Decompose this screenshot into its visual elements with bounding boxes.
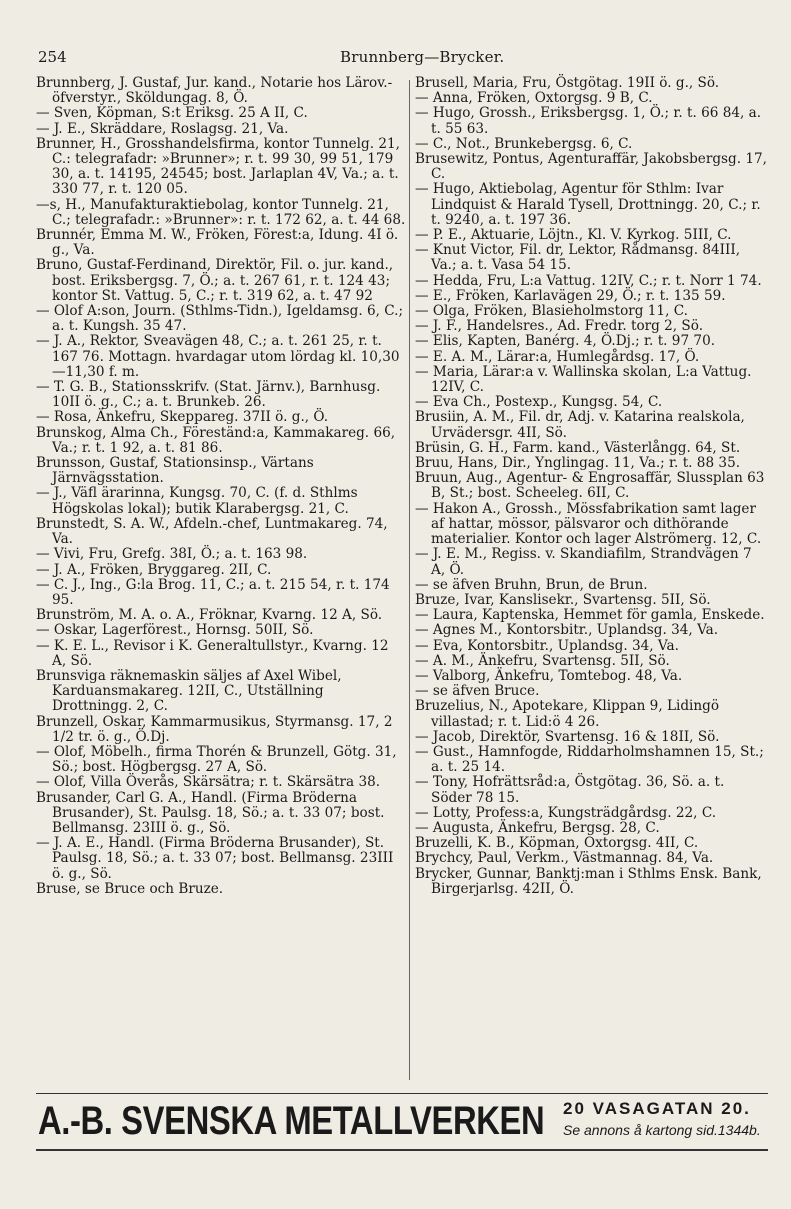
directory-entry: Bruzelli, K. B., Köpman, Oxtorgsg. 4II, C. bbox=[415, 835, 699, 852]
directory-entry: Bruu, Hans, Dir., Ynglingag. 11, Va.; r. t. 88 35. bbox=[415, 455, 741, 472]
ad-bottom-rule bbox=[36, 1149, 768, 1151]
directory-entry: Brunström, M. A. o. A., Fröknar, Kvarng. 12 A, Sö. bbox=[36, 607, 383, 624]
directory-entry: — Rosa, Änkefru, Skeppareg. 37II ö. g., Ö. bbox=[36, 409, 329, 426]
directory-entry: Bruse, se Bruce och Bruze. bbox=[36, 880, 224, 897]
directory-entry: Brusander, Carl G. A., Handl. (Firma Bröderna Brusander), St. Paulsg. 18, Sö.; a. t. 33 07; bost. Bellmansg. 23III ö. g., Sö. bbox=[36, 789, 389, 836]
directory-entry: Bruun, Aug., Agentur- & Engrosaffär, Slussplan 63 B, St.; bost. Scheeleg. 6II, C. bbox=[415, 470, 769, 502]
directory-entry: — J. E., Skräddare, Roslagsg. 21, Va. bbox=[36, 120, 289, 137]
directory-entry: Bruzelius, N., Apotekare, Klippan 9, Lidingö villastad; r. t. Lid:ö 4 26. bbox=[415, 698, 724, 730]
directory-entry: Brusiin, A. M., Fil. dr, Adj. v. Katarina realskola, Urvädersgr. 4II, Sö. bbox=[415, 409, 750, 441]
directory-entry: —s, H., Manufakturaktiebolag, kontor Tunnelg. 21, C.; telegrafadr.: »Brunner»: r. t. 172 62, a. t. 44 68. bbox=[36, 196, 406, 228]
directory-entry: — E., Fröken, Karlavägen 29, Ö.; r. t. 135 59. bbox=[415, 287, 726, 304]
directory-entry: — Jacob, Direktör, Svartensg. 16 & 18II, Sö. bbox=[415, 728, 720, 745]
directory-entry: — J., Väfl ärarinna, Kungsg. 70, C. (f. d. Sthlms Högskolas lokal); butik Klarabergsg. 21, C. bbox=[36, 485, 362, 517]
directory-entry: — Valborg, Änkefru, Tomtebog. 48, Va. bbox=[415, 667, 683, 684]
directory-entry: — Hedda, Fru, L:a Vattug. 12IV, C.; r. t. Norr 1 74. bbox=[415, 272, 762, 289]
directory-entry: — Augusta, Änkefru, Bergsg. 28, C. bbox=[415, 819, 660, 836]
ad-note: Se annons å kartong sid.1344b. bbox=[563, 1122, 761, 1138]
directory-entry: — Olof, Villa Överås, Skärsätra; r. t. Skärsätra 38. bbox=[36, 774, 381, 791]
page-number: 254 bbox=[38, 48, 67, 66]
directory-entry: Brunsviga räknemaskin säljes af Axel Wibel, Karduansmakareg. 12II, C., Utställning Drottningg. 2, C. bbox=[36, 667, 346, 715]
directory-entry: — Elis, Kapten, Banérg. 4, Ö.Dj.; r. t. 97 70. bbox=[415, 333, 716, 350]
directory-entry: — Lotty, Profess:a, Kungsträdgårdsg. 22, C. bbox=[415, 804, 717, 821]
directory-entry: Brunskog, Alma Ch., Föreständ:a, Kammakareg. 66, Va.; r. t. 1 92, a. t. 81 86. bbox=[36, 424, 400, 456]
ad-top-rule bbox=[36, 1093, 768, 1094]
directory-entry: — se äfven Bruce. bbox=[415, 683, 540, 700]
directory-entry: — J. A., Fröken, Bryggareg. 2II, C. bbox=[36, 561, 272, 578]
directory-entry: Brunner, H., Grosshandelsfirma, kontor Tunnelg. 21, C.: telegrafadr: »Brunner»; r. t. 99 30, 99 51, 179 30, a. t. 14195, 24545; bost. Jarlaplan 4V, Va.; a. t. 330 77, r. t. 120 05. bbox=[36, 135, 405, 198]
directory-entry: — Anna, Fröken, Oxtorgsg. 9 B, C. bbox=[415, 90, 653, 107]
directory-entry: — Sven, Köpman, S:t Eriksg. 25 A II, C. bbox=[36, 105, 308, 122]
directory-entry: — Olof, Möbelh., firma Thorén & Brunzell, Götg. 31, Sö.; bost. Högbergsg. 27 A, Sö. bbox=[36, 743, 401, 776]
page-header bbox=[0, 48, 791, 72]
directory-entry: — T. G. B., Stationsskrifv. (Stat. Järnv.), Barnhusg. 10II ö. g., C.; a. t. Brunkeb. 26. bbox=[36, 379, 385, 411]
directory-entry: — Agnes M., Kontorsbitr., Uplandsg. 34, Va. bbox=[415, 622, 719, 639]
directory-entry: — Hugo, Grossh., Eriksbergsg. 1, Ö.; r. t. 66 84, a. t. 55 63. bbox=[415, 105, 766, 137]
left-column bbox=[36, 76, 406, 897]
directory-entry: — Olga, Fröken, Blasieholmstorg 11, C. bbox=[415, 303, 688, 320]
directory-entry: — J. A. E., Handl. (Firma Bröderna Brusander), St. Paulsg. 18, Sö.; a. t. 33 07; bost. Bellmansg. 23III ö. g., Sö. bbox=[36, 835, 398, 882]
directory-entry: Brunnberg, J. Gustaf, Jur. kand., Notarie hos Lärov.-öfverstyr., Sköldungag. 8, Ö. bbox=[36, 75, 393, 107]
directory-entry: — Maria, Lärar:a v. Wallinska skolan, L:a Vattug. 12IV, C. bbox=[415, 363, 756, 396]
directory-entry: Brusewitz, Pontus, Agenturaffär, Jakobsbergsg. 17, C. bbox=[415, 151, 772, 183]
directory-entry: — J. F., Handelsres., Ad. Fredr. torg 2, Sö. bbox=[415, 318, 704, 335]
directory-entry: — Knut Victor, Fil. dr, Lektor, Rådmansg. 84III, Va.; a. t. Vasa 54 15. bbox=[415, 242, 745, 274]
directory-entry: — Tony, Hofrättsråd:a, Östgötag. 36, Sö. a. t. Söder 78 15. bbox=[415, 774, 729, 806]
directory-entry: Brüsin, G. H., Farm. kand., Västerlångg. 64, St. bbox=[415, 439, 741, 456]
directory-entry: — Gust., Hamnfogde, Riddarholmshamnen 15, St.; a. t. 25 14. bbox=[415, 743, 769, 776]
directory-entry: — Vivi, Fru, Grefg. 38I, Ö.; a. t. 163 98. bbox=[36, 546, 308, 563]
directory-entry: — K. E. L., Revisor i K. Generaltullstyr., Kvarng. 12 A, Sö. bbox=[36, 637, 393, 669]
directory-entry: Brunnér, Emma M. W., Fröken, Förest:a, Idung. 4I ö. g., Va. bbox=[36, 227, 403, 259]
directory-entry: — A. M., Änkefru, Svartensg. 5II, Sö. bbox=[415, 652, 670, 669]
directory-entry: — Hugo, Aktiebolag, Agentur för Sthlm: Ivar Lindquist & Harald Tysell, Drottningg. 20, C.; r. t. 9240, a. t. 197 36. bbox=[415, 181, 765, 228]
directory-entry: — Olof A:son, Journ. (Sthlms-Tidn.), Igeldamsg. 6, C.; a. t. Kungsh. 35 47. bbox=[36, 303, 408, 335]
directory-entry: Brunsson, Gustaf, Stationsinsp., Värtans Järnvägsstation. bbox=[36, 455, 319, 487]
directory-entry: — Eva, Kontorsbitr., Uplandsg. 34, Va. bbox=[415, 637, 679, 654]
directory-entry: Bruno, Gustaf-Ferdinand, Direktör, Fil. o. jur. kand., bost. Eriksbergsg. 7, Ö.; a. t. 267 61, r. t. 124 43; kontor St. Vattug. 5, C.; r. t. 319 62, a. t. 47 92 bbox=[36, 257, 398, 304]
ad-company-name: A.-B. SVENSKA METALLVERKEN bbox=[38, 1099, 545, 1143]
running-title: Brunnberg—Brycker. bbox=[340, 48, 505, 66]
directory-entry: — Laura, Kaptenska, Hemmet för gamla, Enskede. bbox=[415, 607, 765, 624]
directory-entry: Brusell, Maria, Fru, Östgötag. 19II ö. g., Sö. bbox=[415, 75, 720, 91]
directory-entry: Brychcy, Paul, Verkm., Västmannag. 84, Va. bbox=[415, 850, 714, 867]
directory-entry: — Eva Ch., Postexp., Kungsg. 54, C. bbox=[415, 394, 663, 411]
directory-entry: — E. A. M., Lärar:a, Humlegårdsg. 17, Ö. bbox=[415, 348, 700, 365]
directory-entry: — Hakon A., Grossh., Mössfabrikation samt lager af hattar, mössor, pälsvaror och dithörande materialier. Kontor och lager Alströmerg. 12, C. bbox=[415, 500, 762, 548]
directory-entry: Brycker, Gunnar, Banktj:man i Sthlms Ensk. Bank, Birgerjarlsg. 42II, Ö. bbox=[415, 865, 767, 897]
directory-entry: — C., Not., Brunkebergsg. 6, C. bbox=[415, 135, 633, 152]
directory-entry: — se äfven Bruhn, Brun, de Brun. bbox=[415, 576, 648, 593]
directory-entry: Brunzell, Oskar, Kammarmusikus, Styrmansg. 17, 2 1/2 tr. ö. g., Ö.Dj. bbox=[36, 713, 397, 745]
directory-entry: — C. J., Ing., G:la Brog. 11, C.; a. t. 215 54, r. t. 174 95. bbox=[36, 576, 395, 608]
directory-entry: — J. E. M., Regiss. v. Skandiafilm, Strandvägen 7 A, Ö. bbox=[415, 546, 756, 578]
advertisement-banner bbox=[36, 1093, 768, 1151]
directory-entry: — J. A., Rektor, Sveavägen 48, C.; a. t. 261 25, r. t. 167 76. Mottagn. hvardagar utom lördag kl. 10,30—11,30 f. m. bbox=[36, 333, 400, 380]
ad-address: 20 VASAGATAN 20. bbox=[563, 1099, 751, 1118]
directory-entry: Brunstedt, S. A. W., Afdeln.-chef, Luntmakareg. 74, Va. bbox=[36, 515, 392, 548]
right-column bbox=[415, 75, 772, 897]
directory-entry: Bruze, Ivar, Kanslisekr., Svartensg. 5II, Sö. bbox=[415, 591, 711, 608]
directory-entry: — Oskar, Lagerförest., Hornsg. 50II, Sö. bbox=[36, 622, 314, 639]
column-divider bbox=[409, 80, 410, 1080]
directory-entry: — P. E., Aktuarie, Löjtn., Kl. V. Kyrkog. 5III, C. bbox=[415, 227, 732, 244]
